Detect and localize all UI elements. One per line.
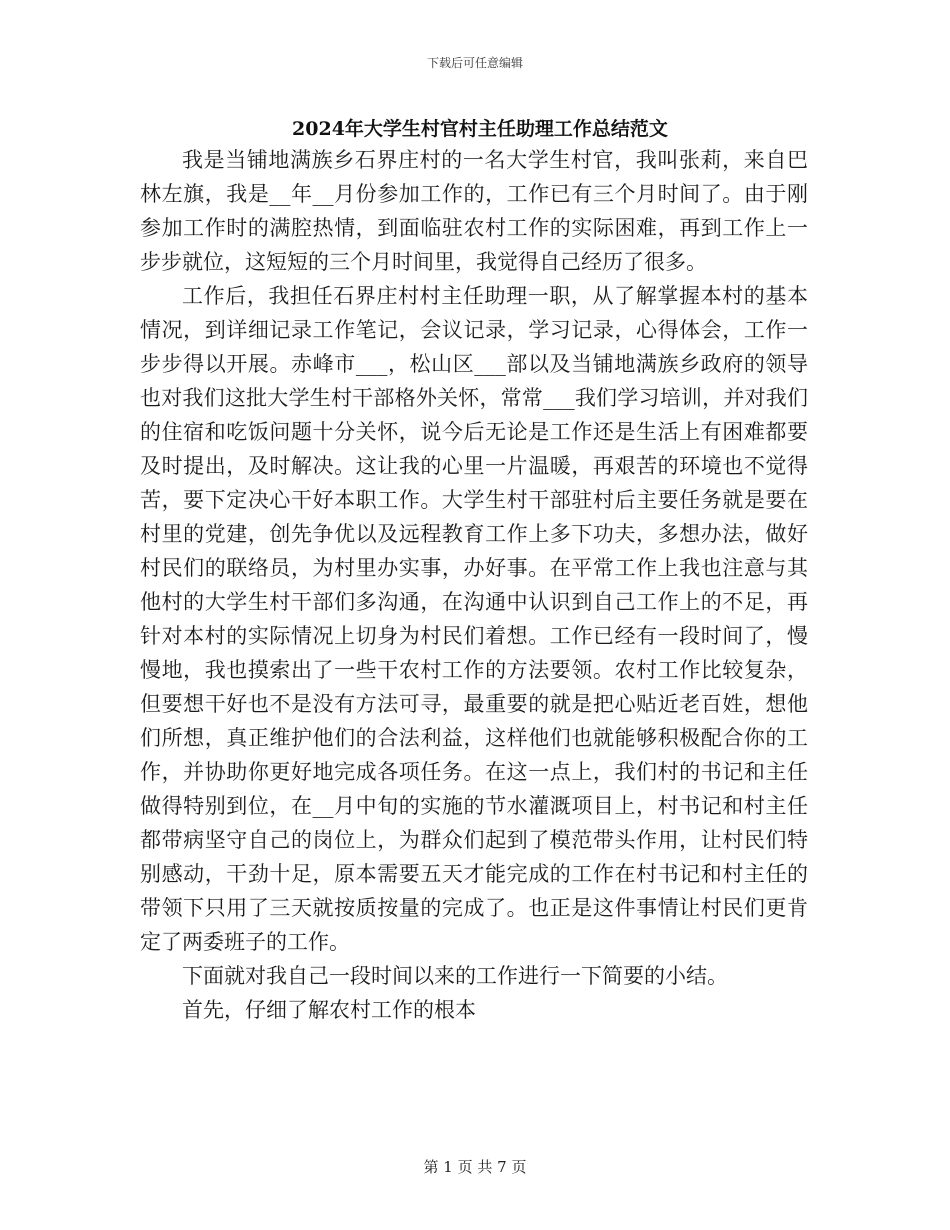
page-number: 第 1 页 共 7 页 <box>423 1158 527 1176</box>
document-title: 2024年大学生村官村主任助理工作总结范文 <box>292 118 668 140</box>
document-body <box>140 143 808 1027</box>
paragraph-2: 工作后，我担任石界庄村村主任助理一职，从了解掌握本村的基本情况，到详细记录工作笔记，会议记录，学习记录，心得体会，工作一步步得以开展。赤峰市___，松山区___部以及当铺地满族乡政府的领导也对我们这批大学生村干部格外关怀，常常___我们学习培训，并对我们的住宿和吃饭问题十分关怀，说今后无论是工作还是生活上有困难都要及时提出，及时解决。这让我的心里一片温暖，再艰苦的环境也不觉得苦，要下定决心干好本职工作。大学生村干部驻村后主要任务就是要在村里的党建，创先争优以及远程教育工作上多下功夫，多想办法，做好村民们的联络员，为村里办实事，办好事。在平常工作上我也注意与其他村的大学生村干部们多沟通，在沟通中认识到自己工作上的不足，再针对本村的实际情况上切身为村民们着想。工作已经有一段时间了，慢慢地，我也摸索出了一些干农村工作的方法要领。农村工作比较复杂，但要想干好也不是没有方法可寻，最重要的就是把心贴近老百姓，想他们所想，真正维护他们的合法利益，这样他们也就能够积极配合你的工作，并协助你更好地完成各项任务。在这一点上，我们村的书记和主任做得特别到位，在__月中旬的实施的节水灌溉项目上，村书记和村主任都带病坚守自己的岗位上，为群众们起到了模范带头作用，让村民们特别感动，干劲十足，原本需要五天才能完成的工作在村书记和村主任的带领下只用了三天就按质按量的完成了。也正是这件事情让村民们更肯定了两委班子的工作。 <box>140 284 808 954</box>
paragraph-1: 我是当铺地满族乡石界庄村的一名大学生村官，我叫张莉，来自巴林左旗，我是__年__月份参加工作的，工作已有三个月时间了。由于刚参加工作时的满腔热情，到面临驻农村工作的实际困难，再到工作上一步步就位，这短短的三个月时间里，我觉得自己经历了很多。 <box>140 148 808 274</box>
paragraph-3: 下面就对我自己一段时间以来的工作进行一下简要的小结。 <box>182 964 728 988</box>
header-note: 下载后可任意编辑 <box>426 56 523 70</box>
paragraph-4: 首先，仔细了解农村工作的根本 <box>182 998 476 1022</box>
